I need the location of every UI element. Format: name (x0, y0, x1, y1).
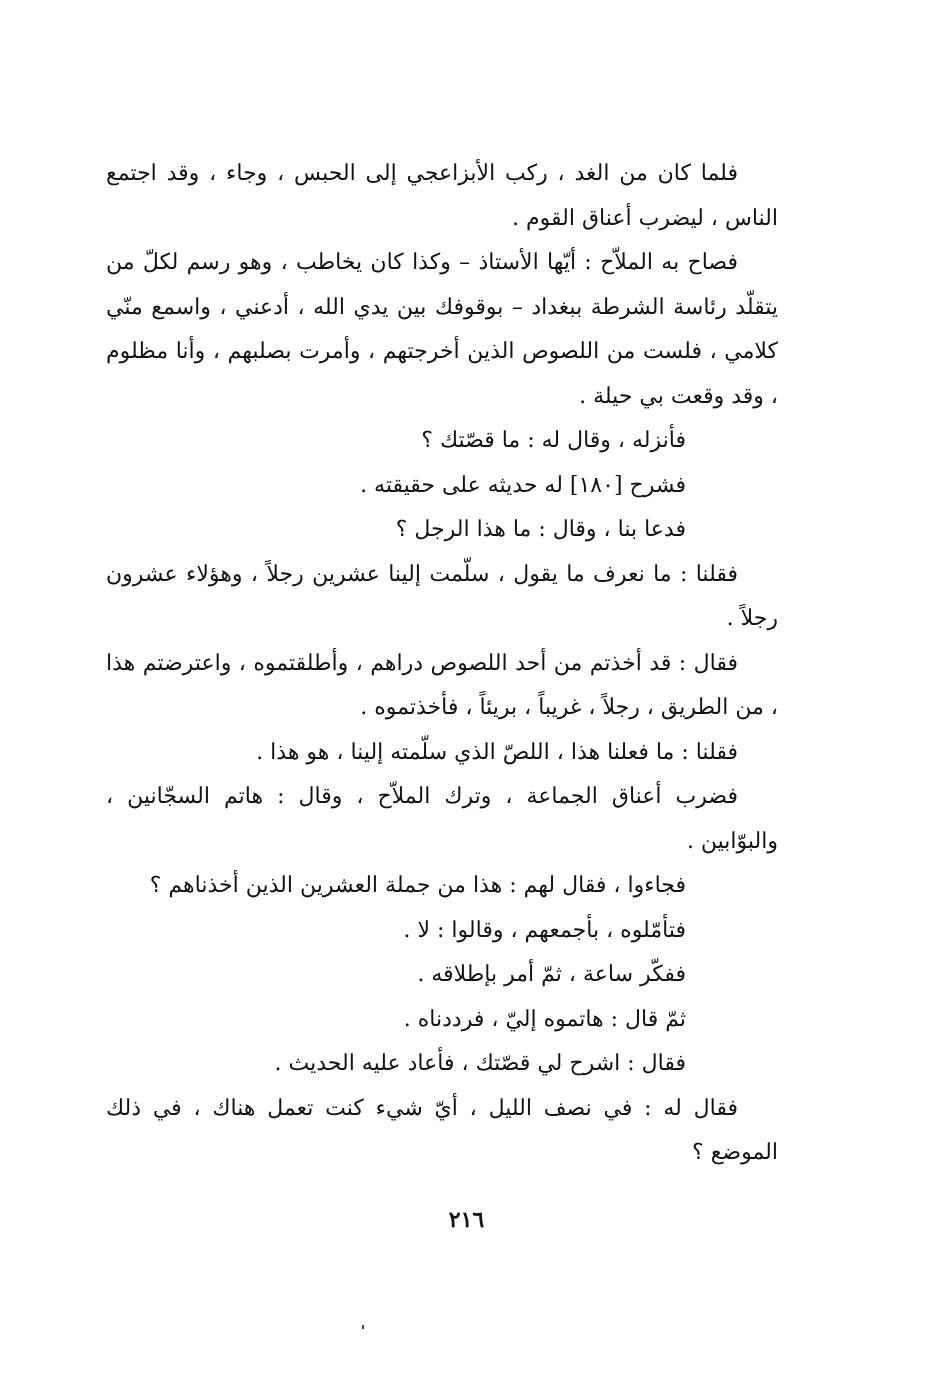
paragraph: فجاءوا ، فقال لهم : هذا من جملة العشرين الذين أخذناهم ؟ (149, 873, 686, 898)
paragraph: فتأمّلوه ، بأجمعهم ، وقالوا : لا . (403, 917, 686, 943)
paragraph: ثمّ قال : هاتموه إليّ ، فرددناه . (403, 1006, 686, 1032)
paragraph: فضرب أعناق الجماعة ، وترك الملاّح ، وقال : هاتم السجّانين ، والبوّابين . (106, 784, 778, 854)
paragraph: فلما كان من الغد ، ركب الأبزاعجي إلى الحبس ، وجاء ، وقد اجتمع الناس ، ليضرب أعناق القوم . (106, 161, 778, 231)
paragraph: فقلنا : ما فعلنا هذا ، اللصّ الذي سلّمته إلينا ، هو هذا . (256, 739, 738, 765)
paragraph: فقلنا : ما نعرف ما يقول ، سلّمت إلينا عشرين رجلاً ، وهؤلاء عشرون رجلاً . (106, 561, 778, 631)
scan-speck (362, 1325, 364, 1329)
paragraph: فشرح [١٨٠] له حديثه على حقيقته . (360, 472, 686, 498)
paragraph: ففكّر ساعة ، ثمّ أمر بإطلاقه . (417, 962, 686, 987)
paragraph: فقال : قد أخذتم من أحد اللصوص دراهم ، وأطلقتموه ، واعترضتم هذا ، من الطريق ، رجلاً ، غريباً ، بريئاً ، فأخذتموه . (106, 650, 778, 720)
paragraph: فقال له : في نصف الليل ، أيّ شيء كنت تعمل هناك ، في ذلك الموضع ؟ (106, 1095, 778, 1165)
paragraph: فصاح به الملاّح : أيّها الأستاذ – وكذا كان يخاطب ، وهو رسم لكلّ من يتقلّد رئاسة الشرطة ببغداد – بوقوفك بين يدي الله ، أدعني ، واسمع منّي كلامي ، فلست من اللصوص الذين أخرجتهم ، وأمرت بصلبهم ، وأنا مظلوم ، وقد وقعت بي حيلة . (106, 250, 778, 409)
page-number: ٢١٦ (448, 1207, 485, 1233)
paragraph: فدعا بنا ، وقال : ما هذا الرجل ؟ (395, 517, 686, 542)
paragraph: فقال : اشرح لي قصّتك ، فأعاد عليه الحديث . (274, 1051, 686, 1076)
body-text (106, 152, 778, 1176)
paragraph: فأنزله ، وقال له : ما قصّتك ؟ (421, 428, 686, 453)
